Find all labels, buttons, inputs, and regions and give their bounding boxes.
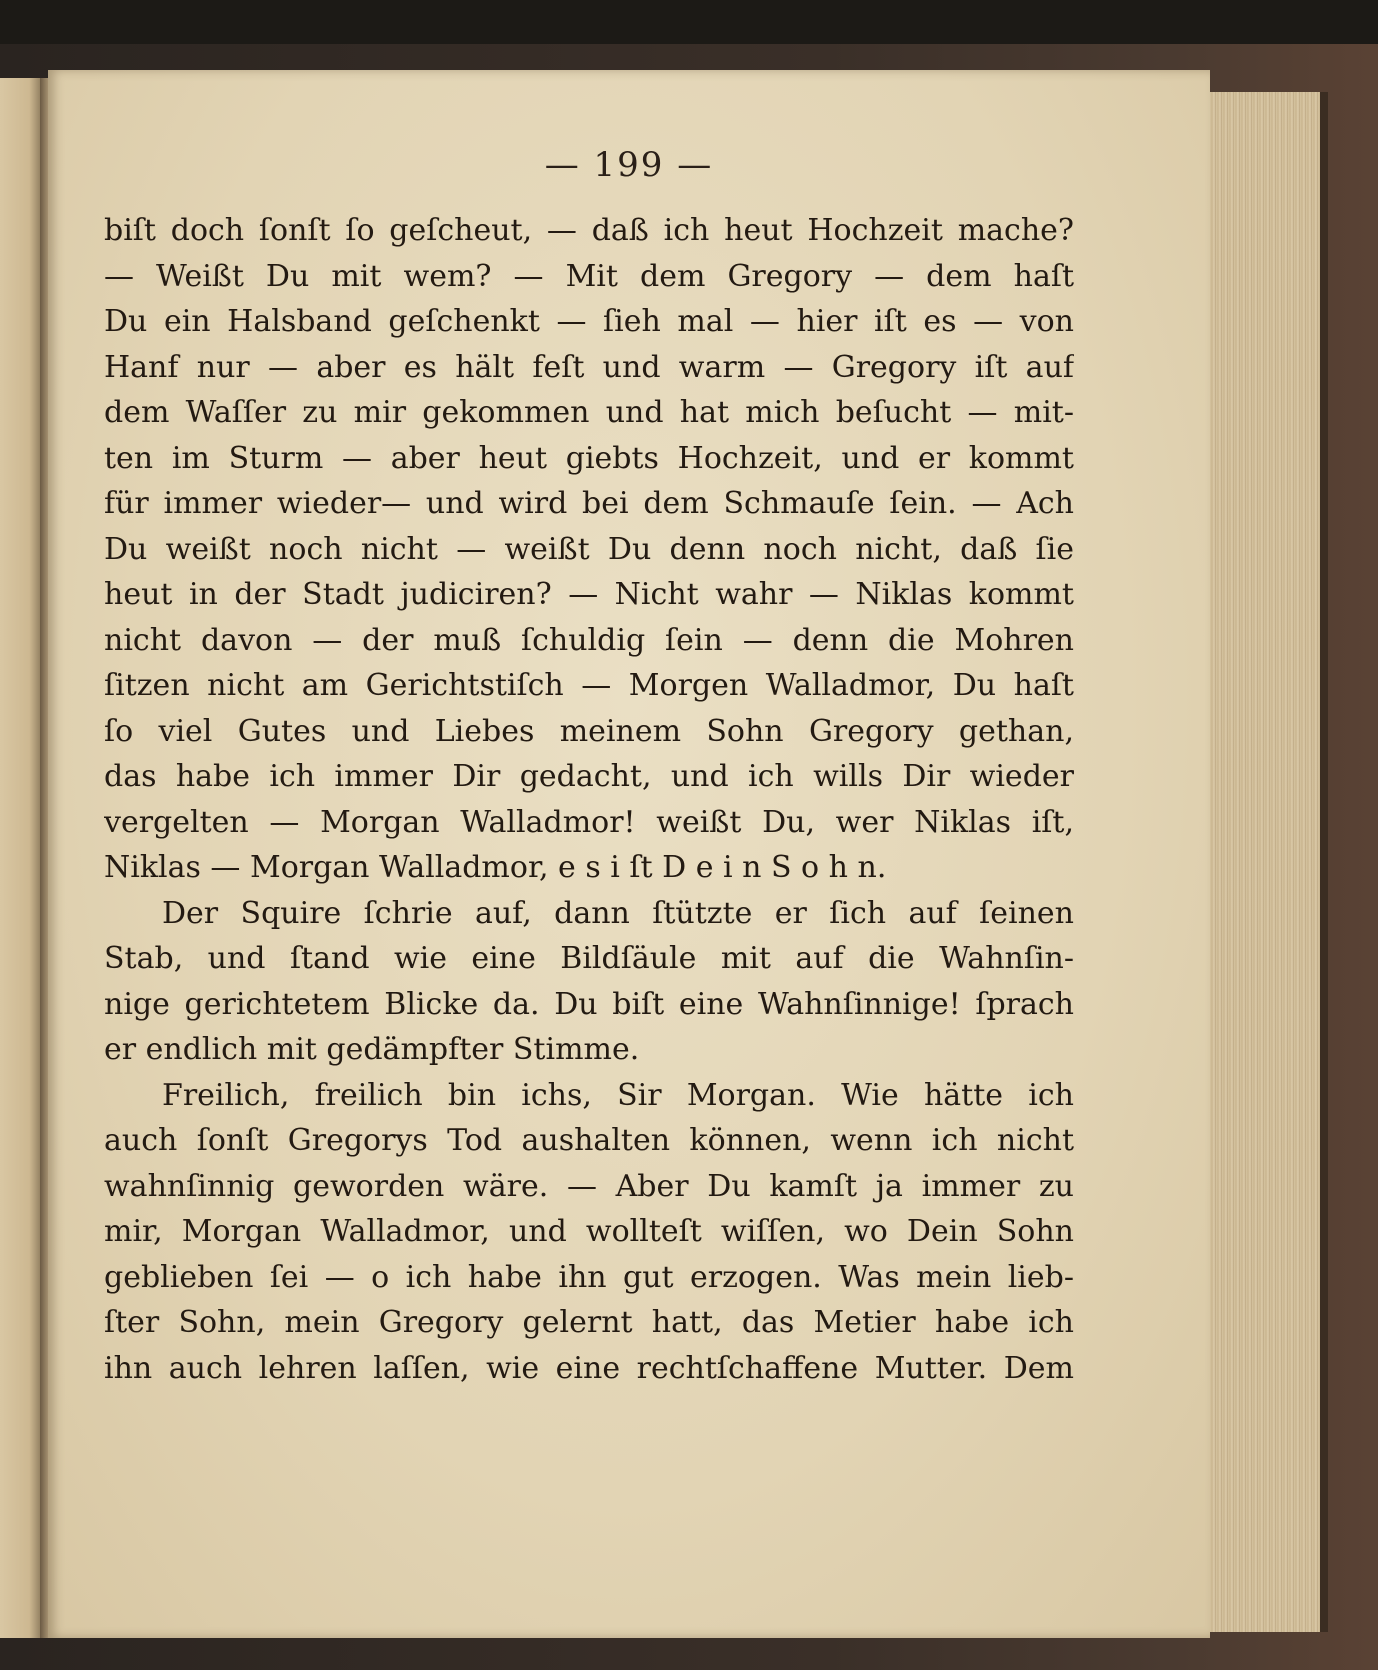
text-line: ten im Sturm — aber heut giebts Hochzeit, und er kommt [104,440,1074,476]
text-line: Freilich, freilich bin ichs, Sir Morgan. Wie hätte ich [162,1077,1074,1113]
page-header [48,140,1210,190]
text-line: heut in der Stadt judiciren? — Nicht wahr — Niklas kommt [104,577,1074,612]
text-line: er endlich mit gedämpfter Stimme. [104,1032,640,1067]
page-text [104,208,1074,1391]
text-line: Niklas — Morgan Walladmor, e s i ſt D e i n S o h n. [104,850,887,885]
text-line: ihn auch lehren laſſen, wie eine rechtſchaffene Mutter. Dem [104,1350,1074,1386]
text-line: Du ein Halsband geſchenkt — ſieh mal — hier iſt es — von [104,304,1074,339]
text-line: Stab, und ſtand wie eine Bildſäule mit auf die Wahnſin- [104,941,1074,976]
text-line: mir, Morgan Walladmor, und wollteſt wiſſen, wo Dein Sohn [104,1214,1074,1249]
previous-page-edge [0,78,42,1638]
text-line: das habe ich immer Dir gedacht, und ich wills Dir wieder [104,759,1074,794]
text-line: dem Waſſer zu mir gekommen und hat mich beſucht — mit- [104,395,1074,430]
text-line: biſt doch ſonſt ſo geſcheut, — daß ich heut Hochzeit mache? [104,213,1074,248]
text-line: Hanf nur — aber es hält feſt und warm — Gregory iſt auf [104,349,1074,385]
text-line: nicht davon — der muß ſchuldig ſein — denn die Mohren [104,622,1074,658]
text-line: ſter Sohn, mein Gregory gelernt hatt, das Metier habe ich [104,1305,1074,1340]
text-line: ſitzen nicht am Gerichtstiſch — Morgen Walladmor, Du haſt [104,668,1074,703]
text-line: — Weißt Du mit wem? — Mit dem Gregory — dem haſt [104,258,1074,294]
text-line: wahnſinnig geworden wäre. — Aber Du kamſt ja immer zu [104,1168,1074,1204]
text-line: nige gerichtetem Blicke da. Du biſt eine Wahnſinnige! ſprach [104,986,1074,1022]
page-stack-edges [1210,92,1328,1632]
page-number: — 199 — [544,145,714,185]
text-line: geblieben ſei — o ich habe ihn gut erzogen. Was mein lieb- [104,1259,1074,1295]
text-line: auch ſonſt Gregorys Tod aushalten können, wenn ich nicht [104,1123,1074,1158]
text-line: ſo viel Gutes und Liebes meinem Sohn Gregory gethan, [104,713,1074,749]
text-line: für immer wieder— und wird bei dem Schmauſe ſein. — Ach [104,486,1074,521]
text-line: Du weißt noch nicht — weißt Du denn noch nicht, daß ſie [104,531,1074,567]
text-line: vergelten — Morgan Walladmor! weißt Du, wer Niklas iſt, [104,804,1074,840]
text-line: Der Squire ſchrie auf, dann ſtützte er ſich auf ſeinen [162,895,1074,931]
